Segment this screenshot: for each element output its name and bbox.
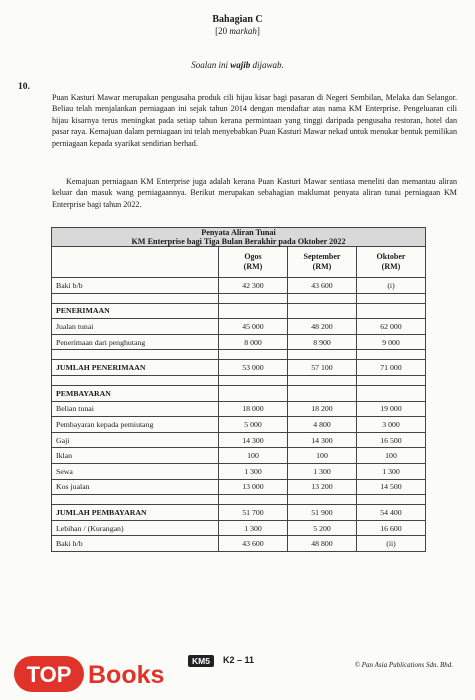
table-spacer-row: [52, 293, 426, 303]
column-unit: (RM): [381, 262, 401, 271]
column-unit: (RM): [312, 262, 332, 271]
column-header: [357, 247, 426, 278]
publisher-credit: © Pan Asia Publications Sdn. Bhd.: [354, 661, 453, 669]
column-header-blank: [52, 247, 219, 278]
table-spacer-row: [52, 375, 426, 385]
table-spacer-row: [52, 495, 426, 505]
row-value: [357, 303, 426, 319]
table-row: [52, 505, 426, 521]
section-marks: [20 markah]: [215, 26, 260, 36]
question-number: 10.: [18, 82, 30, 92]
row-value: [288, 303, 357, 319]
row-label: Lebihan / (Kurangan): [52, 520, 219, 536]
row-label: [52, 293, 219, 303]
table-row: [52, 536, 426, 552]
column-month: September: [303, 252, 341, 261]
row-value: [219, 303, 288, 319]
row-value: 100: [357, 448, 426, 464]
row-value: 9 000: [357, 334, 426, 350]
row-value: [219, 385, 288, 401]
table-row: [52, 432, 426, 448]
row-label: Kos jualan: [52, 479, 219, 495]
column-month: Oktober: [376, 252, 406, 261]
row-value: 43 600: [219, 536, 288, 552]
row-label: Iklan: [52, 448, 219, 464]
row-value: [288, 293, 357, 303]
row-value: 51 700: [219, 505, 288, 521]
row-value: 16 500: [357, 432, 426, 448]
logo-text-top: TOP: [26, 662, 72, 687]
row-value: (i): [357, 278, 426, 294]
row-label: Sewa: [52, 463, 219, 479]
row-value: 100: [288, 448, 357, 464]
row-value: [288, 495, 357, 505]
row-value: 14 300: [288, 432, 357, 448]
instruction-text: Soalan ini wajib dijawab.: [191, 60, 284, 70]
row-label: [52, 495, 219, 505]
table-title-line-1: Penyata Aliran Tunai: [201, 228, 276, 237]
table-title: [52, 228, 426, 247]
column-unit: (RM): [243, 262, 263, 271]
row-label: Gaji: [52, 432, 219, 448]
row-label: Baki b/b: [52, 278, 219, 294]
row-value: 18 000: [219, 401, 288, 417]
row-value: 48 200: [288, 319, 357, 335]
row-value: [357, 385, 426, 401]
row-value: [288, 375, 357, 385]
row-value: 4 800: [288, 417, 357, 433]
row-value: 19 000: [357, 401, 426, 417]
row-value: 62 000: [357, 319, 426, 335]
row-value: 1 300: [219, 463, 288, 479]
row-value: 14 500: [357, 479, 426, 495]
row-label: [52, 375, 219, 385]
column-header: [219, 247, 288, 278]
row-value: 18 200: [288, 401, 357, 417]
logo-text-books: Books: [88, 661, 165, 689]
row-value: 1 300: [288, 463, 357, 479]
row-value: [288, 350, 357, 360]
row-value: 3 000: [357, 417, 426, 433]
row-label: [52, 350, 219, 360]
table-row: [52, 463, 426, 479]
row-value: 5 200: [288, 520, 357, 536]
row-value: 13 200: [288, 479, 357, 495]
row-value: 43 600: [288, 278, 357, 294]
section-header: [0, 14, 475, 37]
cash-flow-table: [51, 227, 426, 552]
row-label: Pembayaran kepada pemiutang: [52, 417, 219, 433]
row-value: 42 300: [219, 278, 288, 294]
row-value: 71 000: [357, 360, 426, 376]
page-code: K2 – 11: [223, 655, 255, 665]
row-value: [357, 375, 426, 385]
row-value: 16 600: [357, 520, 426, 536]
table-title-line-2: KM Enterprise bagi Tiga Bulan Berakhir pada Oktober 2022: [131, 237, 346, 246]
row-value: 57 100: [288, 360, 357, 376]
row-label: Penerimaan dari penghutang: [52, 334, 219, 350]
row-value: 13 000: [219, 479, 288, 495]
row-value: 8 000: [219, 334, 288, 350]
table-title-row: [52, 228, 426, 247]
row-value: 45 000: [219, 319, 288, 335]
table-row: [52, 401, 426, 417]
row-label: PENERIMAAN: [52, 303, 219, 319]
row-label: JUMLAH PEMBAYARAN: [52, 505, 219, 521]
column-month: Ogos: [244, 252, 262, 261]
row-value: 1 300: [219, 520, 288, 536]
row-value: 53 000: [219, 360, 288, 376]
table-row: [52, 448, 426, 464]
table-row: [52, 417, 426, 433]
row-value: 100: [219, 448, 288, 464]
row-value: [219, 293, 288, 303]
marks-unit: markah: [229, 26, 257, 36]
instruction-emphasis: wajib: [230, 60, 251, 70]
table-column-header-row: [52, 247, 426, 278]
level-badge: KM5: [188, 655, 214, 667]
question-paragraph-2: Kemajuan perniagaan KM Enterprise juga adalah kerana Puan Kasturi Mawar sentiasa meneliti dan memantau aliran keluar dan masuk wang perniagaannya. Berikut merupakan sebahagian maklumat penyata aliran tunai perniagaan KM Enterprise bagi tahun 2022.: [52, 177, 457, 209]
row-value: 54 400: [357, 505, 426, 521]
column-header: [288, 247, 357, 278]
section-title: Bahagian C: [212, 14, 263, 25]
row-label: JUMLAH PENERIMAAN: [52, 360, 219, 376]
table-row: [52, 385, 426, 401]
row-value: 5 000: [219, 417, 288, 433]
row-value: 48 800: [288, 536, 357, 552]
topbooks-logo: [12, 650, 182, 696]
row-value: 1 300: [357, 463, 426, 479]
row-label: PEMBAYARAN: [52, 385, 219, 401]
row-value: [219, 350, 288, 360]
row-value: (ii): [357, 536, 426, 552]
row-label: Jualan tunai: [52, 319, 219, 335]
question-paragraph-1: Puan Kasturi Mawar merupakan pengusaha produk cili hijau kisar bagi pasaran di Negeri Sembilan, Melaka dan Selangor. Beliau telah menjalankan perniagaan ini sejak tahun 2014 dengan mendaftar atas nama KM Enterprise. Pengeluaran cili hijau kisarnya terus meningkat pada setiap tahun kerana permintaan yang tinggi daripada pengusaha restoran, hotel dan pasar raya. Kemajuan dalam perniagaan ini telah menyebabkan Puan Kasturi Mawar nekad untuk menukar bentuk pemilikan perniagaan kepada syarikat sendirian berhad.: [52, 93, 457, 148]
table-row: [52, 303, 426, 319]
table-row: [52, 360, 426, 376]
row-label: Baki h/b: [52, 536, 219, 552]
row-value: 8 900: [288, 334, 357, 350]
row-label: Belian tunai: [52, 401, 219, 417]
row-value: [357, 350, 426, 360]
row-value: [219, 375, 288, 385]
table-row: [52, 520, 426, 536]
table-row: [52, 319, 426, 335]
row-value: [357, 293, 426, 303]
table-body: [52, 278, 426, 552]
row-value: 51 900: [288, 505, 357, 521]
table-row: [52, 479, 426, 495]
row-value: [357, 495, 426, 505]
table-row: [52, 334, 426, 350]
row-value: 14 300: [219, 432, 288, 448]
row-value: [288, 385, 357, 401]
table-spacer-row: [52, 350, 426, 360]
table-row: [52, 278, 426, 294]
row-value: [219, 495, 288, 505]
